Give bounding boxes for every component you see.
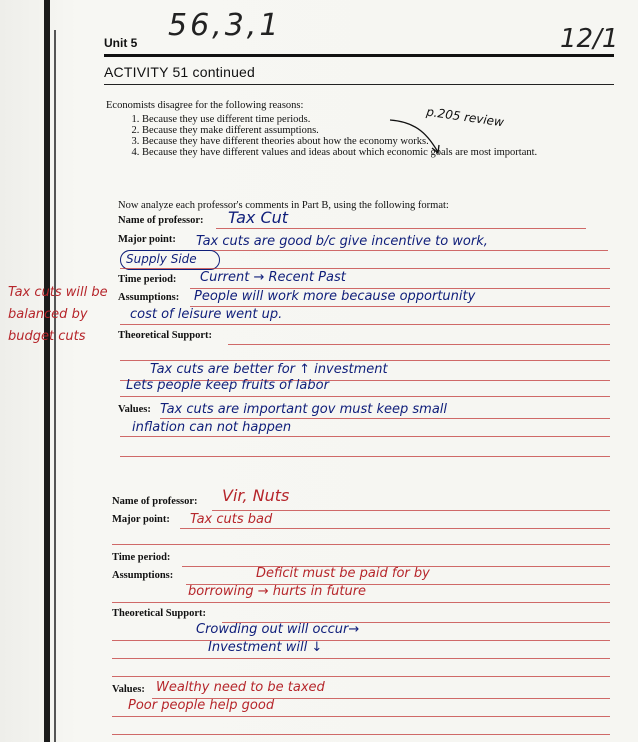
unit-label: Unit 5: [104, 36, 138, 50]
professor2-name: Vir, Nuts: [222, 486, 290, 505]
writing-line: [112, 658, 610, 659]
professor2-values: Wealthy need to be taxed: [156, 680, 325, 695]
instructions-text: Now analyze each professor's comments in Part B, using the following format:: [118, 200, 449, 211]
professor2-major-point: Tax cuts bad: [190, 512, 273, 527]
writing-line: [120, 396, 610, 397]
writing-line: [112, 734, 610, 735]
label-theoretical-support: Theoretical Support:: [118, 330, 213, 341]
professor1-theory-cont: Lets people keep fruits of labor: [126, 378, 329, 393]
writing-line: [160, 418, 610, 419]
professor2-theory-cont: Investment will ↓: [208, 640, 323, 655]
margin-line: [54, 30, 56, 742]
writing-line: [120, 324, 610, 325]
professor2-theory: Crowding out will occur→: [196, 622, 360, 637]
label-name-of-professor: Name of professor:: [118, 215, 204, 226]
professor1-assumptions: People will work more because opportunity: [194, 289, 476, 304]
writing-line: [120, 360, 610, 361]
list-item: 3. Because they have different theories about how the economy works.: [142, 136, 612, 147]
professor1-major-point: Tax cuts are good b/c give incentive to work,: [196, 234, 488, 249]
writing-line: [212, 510, 610, 511]
list-item: 1. Because they use different time periods.: [142, 114, 612, 125]
writing-line: [120, 436, 610, 437]
label-values: Values:: [118, 404, 151, 415]
writing-line: [112, 676, 610, 677]
page-note: p.205 review: [425, 104, 505, 130]
writing-line: [228, 344, 610, 345]
label-name-of-professor: Name of professor:: [112, 496, 198, 507]
handwritten-date: 12/1: [560, 24, 619, 54]
writing-line: [216, 228, 586, 229]
writing-line: [112, 602, 610, 603]
writing-line: [180, 528, 610, 529]
writing-line: [112, 716, 610, 717]
label-time-period: Time period:: [112, 552, 171, 563]
professor2-values-cont: Poor people help good: [128, 698, 275, 713]
reasons-list: [106, 114, 612, 158]
professor2-assumptions-cont: borrowing → hurts in future: [188, 584, 367, 599]
activity-title: ACTIVITY 51 continued: [104, 64, 256, 80]
professor1-values-cont: inflation can not happen: [132, 420, 292, 435]
writing-line: [188, 250, 608, 251]
label-values: Values:: [112, 684, 145, 695]
professor2-assumptions: Deficit must be paid for by: [256, 566, 430, 581]
label-major-point: Major point:: [118, 234, 176, 245]
professor1-major-point-note: Supply Side: [126, 252, 197, 266]
intro-text: Economists disagree for the following reasons:: [106, 100, 304, 111]
label-assumptions: Assumptions:: [112, 570, 174, 581]
label-assumptions: Assumptions:: [118, 292, 180, 303]
professor1-name: Tax Cut: [228, 208, 289, 227]
margin-note: Tax cuts will be balanced by budget cuts: [8, 285, 108, 344]
writing-line: [120, 456, 610, 457]
binder-margin-line: [44, 0, 50, 742]
list-item: 2. Because they make different assumptions.: [142, 125, 612, 136]
writing-line: [112, 544, 610, 545]
title-rule: [104, 84, 614, 85]
writing-line: [120, 268, 610, 269]
professor1-values: Tax cuts are important gov must keep small: [160, 402, 448, 417]
writing-line: [112, 640, 610, 641]
list-item: 4. Because they have different values and ideas about which economic goals are most important.: [142, 147, 612, 158]
label-theoretical-support: Theoretical Support:: [112, 608, 207, 619]
label-major-point: Major point:: [112, 514, 170, 525]
header-rule: [104, 54, 614, 57]
label-time-period: Time period:: [118, 274, 177, 285]
professor1-theory: Tax cuts are better for ↑ investment: [150, 362, 388, 377]
professor1-assumptions-cont: cost of leisure went up.: [130, 307, 283, 322]
professor1-time-period: Current → Recent Past: [200, 270, 346, 285]
handwritten-number: 56,3,1: [168, 8, 282, 43]
